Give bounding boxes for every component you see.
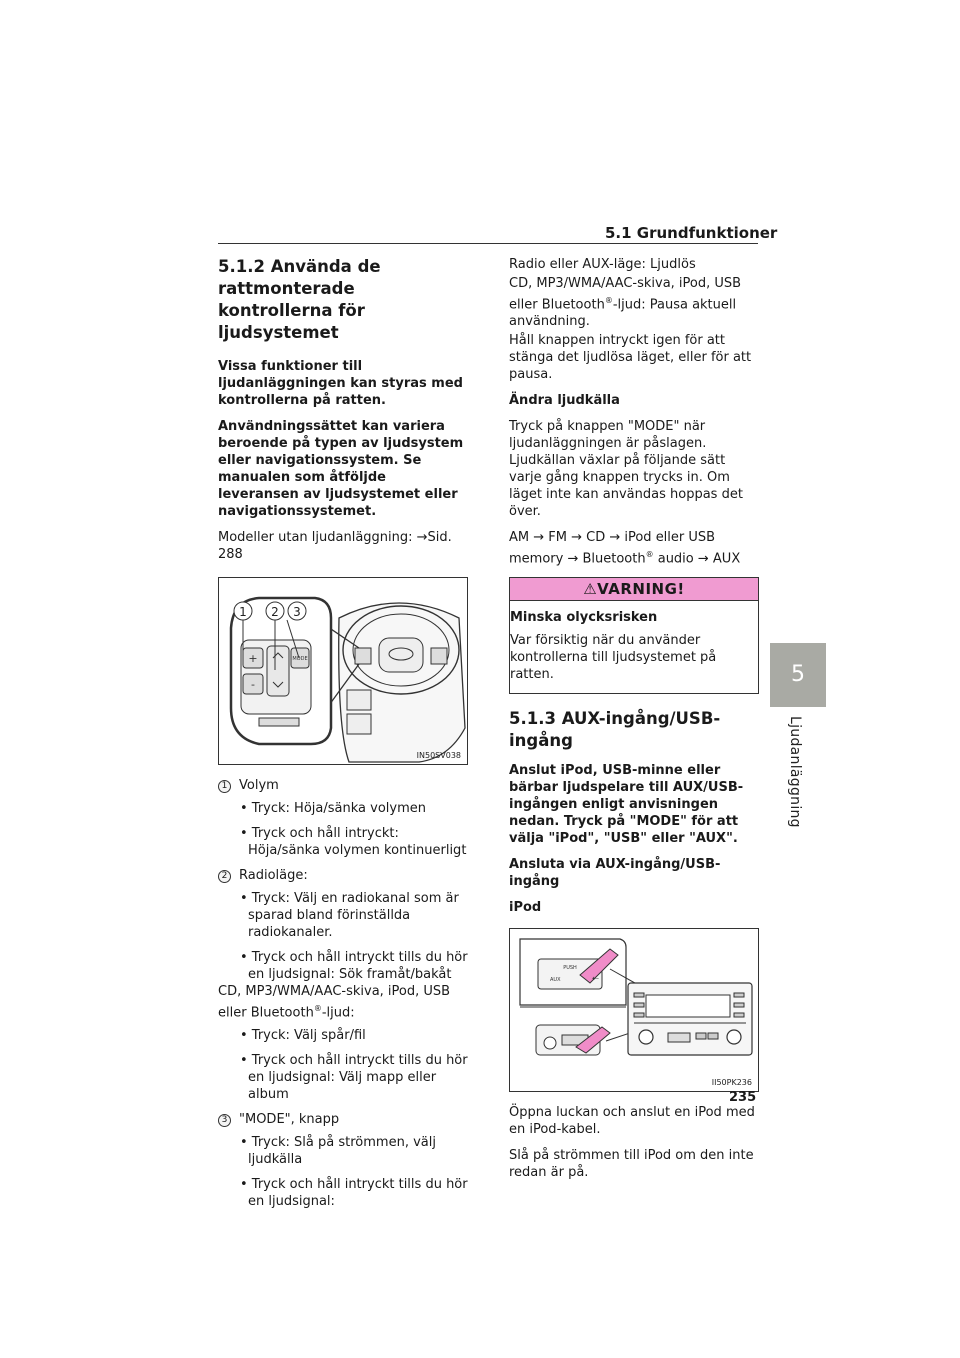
item-mode-title: "MODE", knapp bbox=[239, 1112, 340, 1128]
bullet-item: • Tryck: Välj en radiokanal som är sparad bland förinställda radiokanaler. bbox=[240, 891, 459, 940]
callout-1: 1 bbox=[239, 605, 247, 619]
cd-mode-text: CD, MP3/WMA/AAC-skiva, iPod, USB eller Bluetooth bbox=[218, 984, 451, 1021]
aux-intro: Anslut iPod, USB-minne eller bärbar ljudspelare till AUX/USB-ingången enligt anvisningen nedan. Tryck på "MODE" för att välja "iPod", "USB" eller "AUX". bbox=[509, 762, 744, 846]
aux-usb-figure bbox=[509, 928, 759, 1092]
left-column bbox=[218, 256, 468, 1218]
models-reference: Modeller utan ljudanläggning: →Sid. 288 bbox=[218, 530, 452, 562]
bullet-item: • Tryck och håll intryckt: Höja/sänka volymen kontinuerligt bbox=[240, 826, 467, 858]
item-number-2: 2 bbox=[218, 870, 231, 883]
page-number: 235 bbox=[729, 1090, 757, 1105]
pause-suffix: -ljud: Pausa aktuell användning. bbox=[509, 297, 737, 330]
push-label: PUSH bbox=[563, 964, 577, 971]
warning-text: Var försiktig när du använder kontrollerna till ljudsystemet på ratten. bbox=[510, 632, 717, 682]
bullet-item: • Tryck och håll intryckt tills du hör en ljudsignal: Välj mapp eller album bbox=[240, 1053, 468, 1103]
svg-text:⇠: ⇠ bbox=[592, 973, 599, 983]
hold-paragraph: Håll knappen intryckt igen för att stänga det ljudlösa läget, eller för att pausa. bbox=[509, 333, 752, 383]
warning-body bbox=[510, 601, 758, 693]
power-paragraph: Slå på strömmen till iPod om den inte redan är på. bbox=[509, 1147, 754, 1180]
chapter-tab: 5 bbox=[770, 643, 826, 707]
figure-code: IN50SV038 bbox=[416, 751, 461, 760]
steering-controls-figure bbox=[218, 577, 468, 765]
aux-port-illustration bbox=[510, 929, 758, 1091]
ipod-heading: iPod bbox=[509, 899, 542, 915]
mode-button-label: MODE bbox=[292, 656, 308, 662]
bullet-item: • Tryck: Höja/sänka volymen bbox=[240, 801, 426, 816]
header-rule bbox=[218, 243, 758, 244]
source-sequence bbox=[509, 529, 759, 567]
sequence-suffix: audio → AUX bbox=[653, 551, 741, 567]
svg-text:-: - bbox=[251, 678, 255, 691]
item-mode bbox=[218, 1111, 468, 1128]
bullet-item: • Tryck: Slå på strömmen, välj ljudkälla bbox=[240, 1135, 436, 1168]
subheading-change-source: Ändra ljudkälla bbox=[509, 393, 620, 409]
sequence-text: AM → FM → CD → iPod eller USB memory → Bluetooth bbox=[509, 530, 716, 567]
item-volume-title: Volym bbox=[239, 778, 279, 793]
bullet-item: • Tryck och håll intryckt tills du hör en ljudsignal: Sök framåt/bakåt bbox=[240, 950, 468, 982]
item-radio bbox=[218, 867, 468, 884]
note-paragraph: Användningssättet kan variera beroende på typen av ljudsystem eller navigationssystem. Se manualen som åtföljde leveransen av ljudsystemet eller navigationssystemet. bbox=[218, 419, 464, 519]
section-heading: 5.1.2 Använda de rattmonterade kontrollerna för ljudsystemet bbox=[218, 257, 381, 342]
item-number-1: 1 bbox=[218, 780, 231, 793]
callout-3: 3 bbox=[293, 605, 301, 619]
item-number-3: 3 bbox=[218, 1114, 231, 1127]
intro-paragraph: Vissa funktioner till ljudanläggningen kan styras med kontrollerna på ratten. bbox=[218, 359, 463, 408]
bullet-item: • Tryck: Välj spår/fil bbox=[240, 1028, 366, 1044]
chapter-label: Ljudanläggning bbox=[787, 716, 803, 828]
mute-paragraph: Radio eller AUX-läge: Ljudlös bbox=[509, 257, 696, 272]
cd-mode-suffix: -ljud: bbox=[321, 1005, 355, 1021]
pause-text: CD, MP3/WMA/AAC-skiva, iPod, USB eller Bluetooth bbox=[509, 276, 742, 313]
warning-subtitle: Minska olycksrisken bbox=[510, 609, 658, 625]
item-volume bbox=[218, 777, 468, 794]
steering-wheel-illustration bbox=[219, 578, 467, 764]
warning-title: VARNING! bbox=[597, 579, 685, 598]
right-column bbox=[509, 256, 759, 1190]
open-lid-paragraph: Öppna luckan och anslut en iPod med en iPod-kabel. bbox=[509, 1104, 755, 1137]
registered-mark: ® bbox=[645, 550, 654, 560]
aux-connect-heading: Ansluta via AUX-ingång/USB-ingång bbox=[509, 856, 721, 889]
warning-header bbox=[510, 578, 758, 601]
cd-mode-label bbox=[218, 983, 468, 1021]
change-source-text: Tryck på knappen "MODE" när ljudanläggningen är påslagen. Ljudkällan växlar på följande sätt varje gång knappen trycks in. Om läget inte kan användas hoppas det över. bbox=[509, 419, 743, 520]
bullet-item: • Tryck och håll intryckt tills du hör en ljudsignal: bbox=[240, 1177, 468, 1210]
callout-2: 2 bbox=[271, 605, 279, 619]
item-radio-title: Radioläge: bbox=[239, 868, 308, 883]
registered-mark: ® bbox=[604, 296, 613, 305]
svg-text:+: + bbox=[248, 652, 258, 665]
registered-mark: ® bbox=[313, 1004, 322, 1013]
warning-box bbox=[509, 577, 759, 694]
section-heading-aux: 5.1.3 AUX-ingång/USB-ingång bbox=[509, 708, 721, 750]
pause-paragraph bbox=[509, 275, 759, 330]
figure-code: II50PK236 bbox=[711, 1077, 752, 1087]
running-header: 5.1 Grundfunktioner bbox=[605, 224, 778, 242]
aux-label: AUX bbox=[550, 976, 561, 983]
warning-icon: ⚠ bbox=[583, 579, 598, 598]
